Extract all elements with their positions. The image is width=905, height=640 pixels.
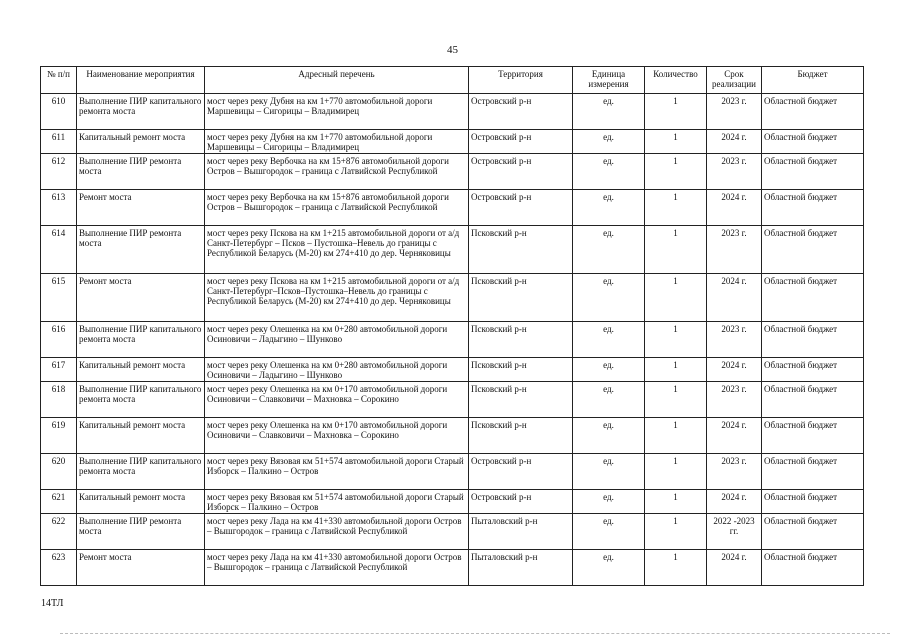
scan-artifact-line: [60, 633, 890, 634]
row-number: 622: [41, 514, 77, 550]
header-number: № п/п: [41, 67, 77, 94]
footer-code: 14ТЛ: [41, 598, 64, 609]
row-quantity: 1: [645, 190, 707, 226]
row-address: мост через реку Пскова на км 1+215 автомобильной дороги от а/д Санкт-Петербург–Псков–Пустошка–Невель до границы с Республикой Беларусь (М-20) км 274+410 до дер. Черняковицы: [205, 274, 469, 322]
header-term: Срок реализации: [707, 67, 762, 94]
row-address: мост через реку Олешенка на км 0+280 автомобильной дороги Осиновичи – Ладыгино – Шунково: [205, 358, 469, 382]
row-unit: ед.: [573, 94, 645, 130]
row-unit: ед.: [573, 358, 645, 382]
row-term: 2024 г.: [707, 130, 762, 154]
row-measure-name: Выполнение ПИР капитального ремонта моста: [77, 94, 205, 130]
row-budget: Областной бюджет: [762, 382, 864, 418]
row-budget: Областной бюджет: [762, 274, 864, 322]
row-address: мост через реку Вязовая км 51+574 автомобильной дороги Старый Изборск – Палкино – Остров: [205, 490, 469, 514]
row-territory: Псковский р-н: [469, 418, 573, 454]
row-budget: Областной бюджет: [762, 190, 864, 226]
row-measure-name: Капитальный ремонт моста: [77, 490, 205, 514]
header-row: [41, 67, 864, 94]
row-number: 623: [41, 550, 77, 586]
row-quantity: 1: [645, 358, 707, 382]
header-budget: Бюджет: [762, 67, 864, 94]
row-territory: Псковский р-н: [469, 274, 573, 322]
row-quantity: 1: [645, 94, 707, 130]
table-row: [41, 358, 864, 382]
table-row: [41, 382, 864, 418]
row-address: мост через реку Вязовая км 51+574 автомобильной дороги Старый Изборск – Палкино – Остров: [205, 454, 469, 490]
row-measure-name: Капитальный ремонт моста: [77, 358, 205, 382]
row-measure-name: Выполнение ПИР ремонта моста: [77, 514, 205, 550]
row-measure-name: Выполнение ПИР ремонта моста: [77, 154, 205, 190]
row-number: 612: [41, 154, 77, 190]
row-unit: ед.: [573, 226, 645, 274]
row-number: 613: [41, 190, 77, 226]
row-number: 611: [41, 130, 77, 154]
table-row: [41, 226, 864, 274]
row-territory: Пыталовский р-н: [469, 550, 573, 586]
row-address: мост через реку Олешенка на км 0+280 автомобильной дороги Осиновичи – Ладыгино – Шунково: [205, 322, 469, 358]
row-address: мост через реку Вербочка на км 15+876 автомобильной дороги Остров – Вышгородок – граница с Латвийской Республикой: [205, 154, 469, 190]
row-unit: ед.: [573, 418, 645, 454]
row-quantity: 1: [645, 382, 707, 418]
row-quantity: 1: [645, 322, 707, 358]
row-measure-name: Ремонт моста: [77, 550, 205, 586]
row-address: мост через реку Дубня на км 1+770 автомобильной дороги Маршевицы – Сигорицы – Владимирец: [205, 130, 469, 154]
row-term: 2024 г.: [707, 274, 762, 322]
row-address: мост через реку Вербочка на км 15+876 автомобильной дороги Остров – Вышгородок – граница с Латвийской Республикой: [205, 190, 469, 226]
header-territory: Территория: [469, 67, 573, 94]
row-quantity: 1: [645, 454, 707, 490]
row-measure-name: Выполнение ПИР капитального ремонта моста: [77, 454, 205, 490]
row-number: 620: [41, 454, 77, 490]
row-unit: ед.: [573, 382, 645, 418]
row-measure-name: Выполнение ПИР капитального ремонта моста: [77, 382, 205, 418]
row-number: 619: [41, 418, 77, 454]
row-territory: Островский р-н: [469, 454, 573, 490]
row-address: мост через реку Пскова на км 1+215 автомобильной дороги от а/д Санкт-Петербург – Псков – Пустошка–Невель до границы с Республикой Беларусь (М-20) км 274+410 до дер. Черняковицы: [205, 226, 469, 274]
row-territory: Псковский р-н: [469, 382, 573, 418]
row-quantity: 1: [645, 274, 707, 322]
table-row: [41, 454, 864, 490]
page-number: 45: [447, 44, 458, 56]
row-term: 2023 г.: [707, 382, 762, 418]
row-territory: Островский р-н: [469, 94, 573, 130]
row-budget: Областной бюджет: [762, 130, 864, 154]
row-measure-name: Ремонт моста: [77, 274, 205, 322]
row-unit: ед.: [573, 154, 645, 190]
row-budget: Областной бюджет: [762, 514, 864, 550]
header-address: Адресный перечень: [205, 67, 469, 94]
row-budget: Областной бюджет: [762, 358, 864, 382]
row-term: 2023 г.: [707, 154, 762, 190]
row-number: 610: [41, 94, 77, 130]
row-term: 2024 г.: [707, 358, 762, 382]
row-budget: Областной бюджет: [762, 322, 864, 358]
row-budget: Областной бюджет: [762, 490, 864, 514]
table-row: [41, 130, 864, 154]
row-measure-name: Ремонт моста: [77, 190, 205, 226]
row-measure-name: Выполнение ПИР ремонта моста: [77, 226, 205, 274]
row-measure-name: Капитальный ремонт моста: [77, 418, 205, 454]
table-row: [41, 154, 864, 190]
table-row: [41, 490, 864, 514]
row-quantity: 1: [645, 490, 707, 514]
row-term: 2022 -2023 гг.: [707, 514, 762, 550]
row-number: 616: [41, 322, 77, 358]
row-territory: Псковский р-н: [469, 226, 573, 274]
row-term: 2024 г.: [707, 550, 762, 586]
row-budget: Областной бюджет: [762, 454, 864, 490]
row-term: 2023 г.: [707, 322, 762, 358]
header-quantity: Количество: [645, 67, 707, 94]
measures-table: [40, 66, 864, 586]
table-row: [41, 514, 864, 550]
row-measure-name: Капитальный ремонт моста: [77, 130, 205, 154]
row-term: 2023 г.: [707, 454, 762, 490]
row-territory: Островский р-н: [469, 154, 573, 190]
row-address: мост через реку Олешенка на км 0+170 автомобильной дороги Осиновичи – Славковичи – Махновка – Сорокино: [205, 382, 469, 418]
row-unit: ед.: [573, 322, 645, 358]
row-territory: Островский р-н: [469, 130, 573, 154]
row-number: 615: [41, 274, 77, 322]
header-unit: Единица измерения: [573, 67, 645, 94]
row-address: мост через реку Дубня на км 1+770 автомобильной дороги Маршевицы – Сигорицы – Владимирец: [205, 94, 469, 130]
table-body: [41, 94, 864, 586]
row-term: 2023 г.: [707, 94, 762, 130]
row-unit: ед.: [573, 190, 645, 226]
row-quantity: 1: [645, 514, 707, 550]
table-row: [41, 190, 864, 226]
row-unit: ед.: [573, 130, 645, 154]
row-budget: Областной бюджет: [762, 94, 864, 130]
row-measure-name: Выполнение ПИР капитального ремонта моста: [77, 322, 205, 358]
row-quantity: 1: [645, 418, 707, 454]
row-unit: ед.: [573, 490, 645, 514]
row-quantity: 1: [645, 550, 707, 586]
row-unit: ед.: [573, 274, 645, 322]
row-budget: Областной бюджет: [762, 418, 864, 454]
row-unit: ед.: [573, 514, 645, 550]
row-number: 618: [41, 382, 77, 418]
row-unit: ед.: [573, 454, 645, 490]
row-address: мост через реку Лада на км 41+330 автомобильной дороги Остров – Вышгородок – граница с Латвийской Республикой: [205, 514, 469, 550]
table-row: [41, 94, 864, 130]
row-number: 617: [41, 358, 77, 382]
row-term: 2024 г.: [707, 190, 762, 226]
row-unit: ед.: [573, 550, 645, 586]
row-territory: Островский р-н: [469, 190, 573, 226]
row-number: 621: [41, 490, 77, 514]
row-term: 2024 г.: [707, 418, 762, 454]
table-row: [41, 322, 864, 358]
row-quantity: 1: [645, 130, 707, 154]
row-budget: Областной бюджет: [762, 154, 864, 190]
row-quantity: 1: [645, 226, 707, 274]
row-budget: Областной бюджет: [762, 550, 864, 586]
row-term: 2024 г.: [707, 490, 762, 514]
table-row: [41, 418, 864, 454]
row-territory: Пыталовский р-н: [469, 514, 573, 550]
table-row: [41, 550, 864, 586]
table-header: [41, 67, 864, 94]
row-term: 2023 г.: [707, 226, 762, 274]
row-territory: Островский р-н: [469, 490, 573, 514]
row-quantity: 1: [645, 154, 707, 190]
row-address: мост через реку Лада на км 41+330 автомобильной дороги Остров – Вышгородок – граница с Латвийской Республикой: [205, 550, 469, 586]
row-budget: Областной бюджет: [762, 226, 864, 274]
table-row: [41, 274, 864, 322]
row-number: 614: [41, 226, 77, 274]
row-address: мост через реку Олешенка на км 0+170 автомобильной дороги Осиновичи – Славковичи – Махновка – Сорокино: [205, 418, 469, 454]
row-territory: Псковский р-н: [469, 358, 573, 382]
header-name: Наименование мероприятия: [77, 67, 205, 94]
row-territory: Псковский р-н: [469, 322, 573, 358]
